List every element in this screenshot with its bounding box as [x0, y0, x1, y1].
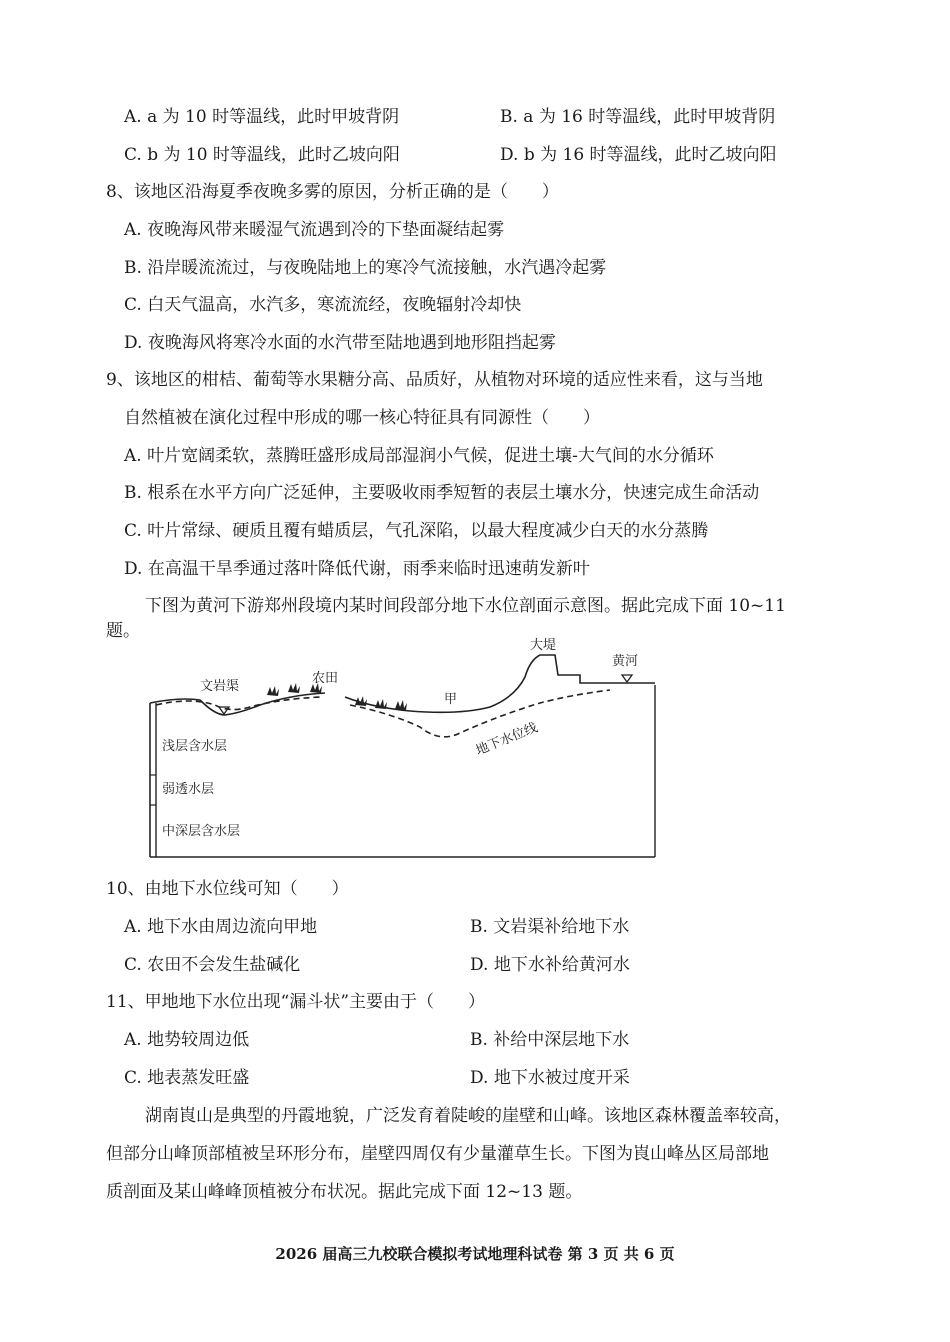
label-nongtian: 农田: [312, 671, 339, 686]
intro-12-13-line3: 质剖面及某山峰峰顶植被分布状况。据此完成下面 12~13 题。: [106, 1182, 583, 1202]
q9-option-b: B. 根系在水平方向广泛延伸，主要吸收雨季短暂的表层土壤水分，快速完成生命活动: [124, 483, 760, 503]
river-water-icon: [622, 675, 632, 682]
q8-stem: 8、该地区沿海夏季夜晚多雾的原因，分析正确的是（ ）: [106, 182, 559, 202]
label-weak-permeable-layer: 弱透水层: [162, 782, 215, 797]
q10-option-c: C. 农田不会发生盐碱化: [124, 955, 301, 975]
q11-option-b: B. 补给中深层地下水: [470, 1030, 630, 1050]
intro-12-13-line1: 湖南崀山是典型的丹霞地貌，广泛发育着陡峻的崖壁和山峰。该地区森林覆盖率较高，: [145, 1106, 791, 1126]
label-water-table: 地下水位线: [473, 720, 540, 759]
q8-option-a: A. 夜晚海风带来暖湿气流遇到冷的下垫面凝结起雾: [124, 220, 505, 240]
q7-option-a: A. a 为 10 时等温线，此时甲坡背阴: [124, 107, 400, 127]
q8-option-b: B. 沿岸暖流流过，与夜晚陆地上的寒冷气流接触，水汽遇冷起雾: [124, 258, 607, 278]
intro-10-11-line2: 题。: [106, 621, 140, 641]
water-table-right: [350, 690, 610, 737]
q11-option-c: C. 地表蒸发旺盛: [124, 1068, 250, 1088]
label-jia: 甲: [444, 692, 458, 707]
q11-option-a: A. 地势较周边低: [124, 1030, 250, 1050]
q7-option-b: B. a 为 16 时等温线，此时甲坡背阴: [500, 107, 776, 127]
q9-option-c: C. 叶片常绿、硬质且覆有蜡质层，气孔深陷，以最大程度减少白天的水分蒸腾: [124, 521, 709, 541]
label-shallow-aquifer: 浅层含水层: [162, 739, 228, 754]
intro-10-11-line1: 下图为黄河下游郑州段境内某时间段部分地下水位剖面示意图。据此完成下面 10~11: [145, 596, 786, 616]
q9-option-a: A. 叶片宽阔柔软，蒸腾旺盛形成局部湿润小气候，促进土壤-大气间的水分循环: [124, 446, 714, 466]
canal-water-icon: [219, 707, 229, 714]
q10-option-d: D. 地下水补给黄河水: [470, 955, 630, 975]
q11-option-d: D. 地下水被过度开采: [470, 1068, 630, 1088]
label-wenyanqu: 文岩渠: [200, 679, 240, 694]
q10-option-a: A. 地下水由周边流向甲地: [124, 917, 318, 937]
label-huanghe: 黄河: [612, 654, 639, 669]
q9-stem-line2: 自然植被在演化过程中形成的哪一核心特征具有同源性（ ）: [124, 408, 600, 428]
page-footer: 2026 届高三九校联合模拟考试地理科试卷 第 3 页 共 6 页: [275, 1245, 675, 1263]
q7-option-c: C. b 为 10 时等温线，此时乙坡向阳: [124, 145, 400, 165]
q8-option-d: D. 夜晚海风将寒冷水面的水汽带至陆地遇到地形阻挡起雾: [124, 333, 556, 353]
q11-stem: 11、甲地地下水位出现“漏斗状”主要由于（ ）: [106, 992, 486, 1012]
q7-option-d: D. b 为 16 时等温线，此时乙坡向阳: [500, 145, 777, 165]
intro-12-13-line2: 但部分山峰顶部植被呈环形分布，崖壁四周仅有少量灌草生长。下图为崀山峰丛区局部地: [106, 1144, 769, 1164]
ground-surface-left: [150, 693, 325, 715]
q8-option-c: C. 白天气温高，水汽多，寒流流经，夜晚辐射冷却快: [124, 295, 522, 315]
q10-option-b: B. 文岩渠补给地下水: [470, 917, 630, 937]
ground-surface-right: [345, 655, 655, 712]
q9-stem-line1: 9、该地区的柑桔、葡萄等水果糖分高、品质好，从植物对环境的适应性来看，这与当地: [106, 370, 763, 390]
q9-option-d: D. 在高温干旱季通过落叶降低代谢，雨季来临时迅速萌发新叶: [124, 559, 590, 579]
label-deep-aquifer: 中深层含水层: [162, 824, 241, 839]
q10-stem: 10、由地下水位线可知（ ）: [106, 879, 349, 899]
groundwater-profile-diagram: [140, 635, 660, 860]
label-dadi: 大堤: [530, 638, 557, 653]
